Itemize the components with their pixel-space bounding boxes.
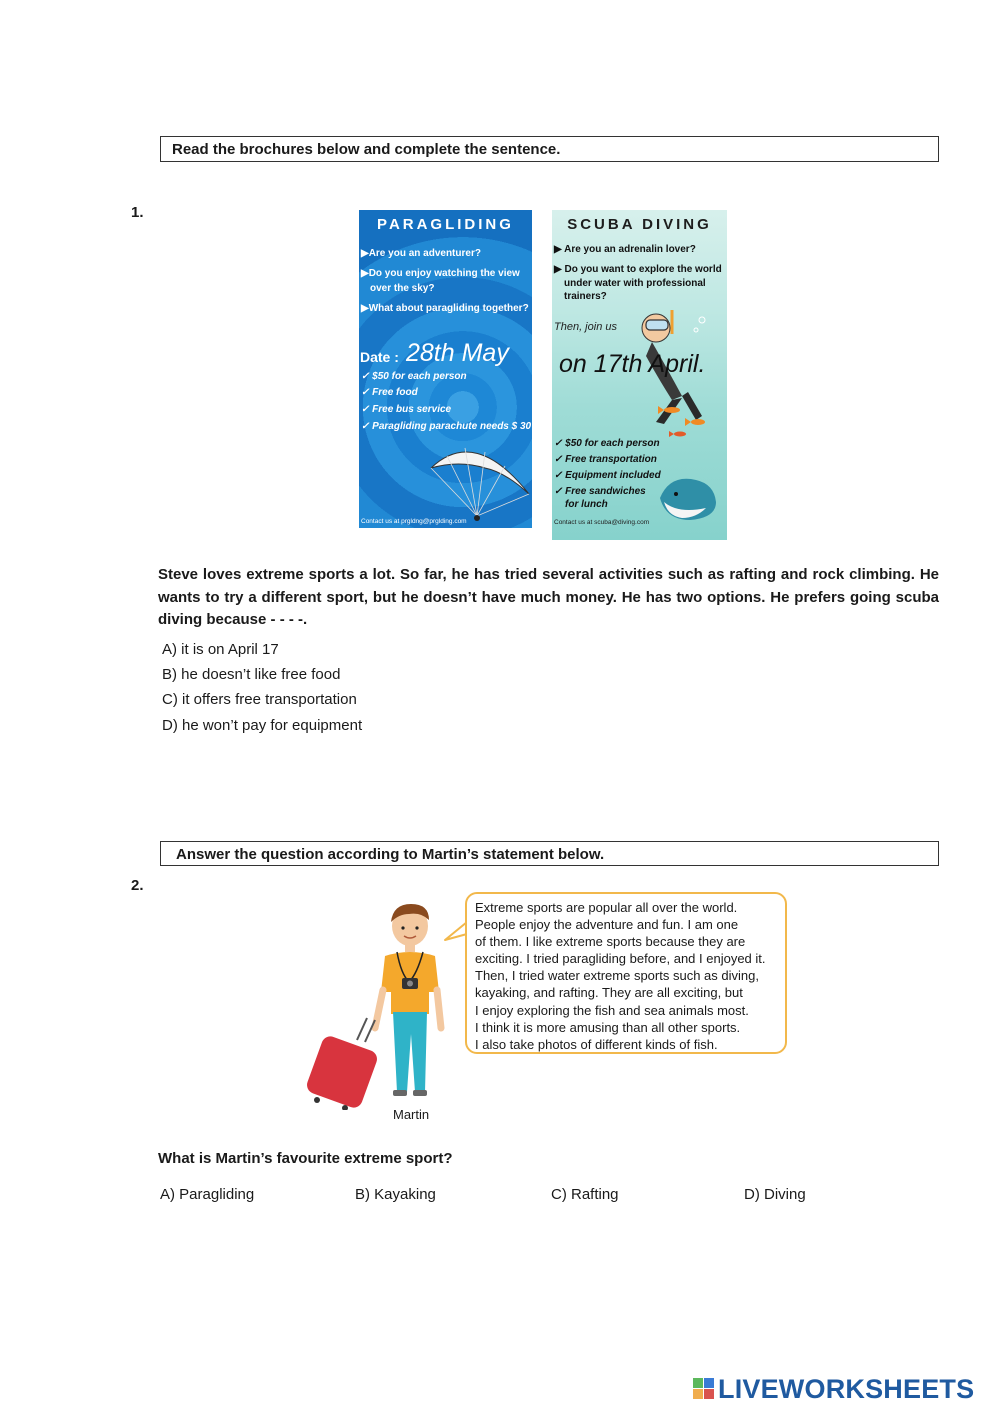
fish-icon bbox=[652, 400, 722, 470]
scuba-question: ▶ Are you an adrenalin lover? bbox=[554, 244, 696, 255]
statement-line: I also take photos of different kinds of fish. bbox=[475, 1036, 718, 1052]
scuba-question: under water with professional bbox=[564, 278, 706, 289]
scuba-feature: for lunch bbox=[565, 499, 608, 510]
statement-line: Extreme sports are popular all over the world. bbox=[475, 900, 738, 915]
scuba-join-text: Then, join us bbox=[554, 321, 617, 333]
paragliding-question: over the sky? bbox=[370, 283, 435, 294]
paragliding-date-label: Date : bbox=[360, 349, 399, 365]
statement-line: exciting. I tried paragliding before, and I enjoyed it. bbox=[475, 951, 766, 967]
answer-option[interactable]: C) Rafting bbox=[551, 1186, 619, 1203]
statement-line: I think it is more amusing than all other sports. bbox=[475, 1019, 741, 1035]
paragliding-contact: Contact us at prgldng@prglding.com bbox=[361, 518, 467, 525]
paragliding-feature: ✓ Free food bbox=[361, 387, 418, 398]
scuba-feature: ✓ Equipment included bbox=[554, 470, 661, 481]
martin-statement-bubble bbox=[465, 892, 787, 1054]
martin-figure-icon bbox=[305, 900, 455, 1110]
whale-icon bbox=[656, 468, 726, 526]
statement-line: I enjoy exploring the fish and sea animals most. bbox=[475, 1002, 749, 1018]
parachute-icon bbox=[425, 432, 532, 522]
paragliding-date: 28th May bbox=[406, 339, 509, 367]
scuba-question: ▶ Do you want to explore the world bbox=[554, 264, 722, 275]
paragliding-question: ▶Do you enjoy watching the view bbox=[361, 268, 520, 279]
liveworksheets-logo-icon bbox=[693, 1378, 715, 1400]
paragliding-feature: ✓ $50 for each person bbox=[361, 371, 467, 382]
instruction-box-1 bbox=[160, 136, 939, 162]
answer-option[interactable]: D) he won’t pay for equipment bbox=[162, 717, 363, 734]
scuba-contact: Contact us at scuba@diving.com bbox=[554, 519, 650, 526]
instruction-text-1: Read the brochures below and complete the sentence. bbox=[172, 141, 561, 158]
scuba-question: trainers? bbox=[564, 291, 607, 302]
question-1-text: Steve loves extreme sports a lot. So far, he has tried several activities such as rafting and rock climbing. He wants to try a different sport, but he doesn’t have much money. He has two options. He prefers going scuba diving because - - - -. bbox=[158, 566, 939, 628]
martin-name-label: Martin bbox=[393, 1107, 430, 1122]
scuba-feature: ✓ Free sandwiches bbox=[554, 486, 646, 497]
statement-line: of them. I like extreme sports because they are bbox=[475, 934, 746, 950]
paragliding-feature: ✓ Paragliding parachute needs $ 30 bbox=[361, 421, 532, 432]
scuba-brochure bbox=[552, 210, 727, 540]
paragliding-question: ▶What about paragliding together? bbox=[361, 303, 529, 314]
answer-option[interactable]: D) Diving bbox=[744, 1186, 806, 1203]
instruction-text-2: Answer the question according to Martin’s statement below. bbox=[176, 846, 605, 863]
answer-option[interactable]: A) it is on April 17 bbox=[162, 641, 279, 658]
scuba-feature: ✓ Free transportation bbox=[554, 454, 657, 465]
answer-option[interactable]: B) Kayaking bbox=[355, 1186, 436, 1203]
statement-line: People enjoy the adventure and fun. I am one bbox=[475, 917, 739, 933]
statement-line: kayaking, and rafting. They are all exciting, but bbox=[475, 985, 743, 1001]
footer-brand[interactable]: LIVEWORKSHEETS bbox=[718, 1374, 975, 1404]
answer-option[interactable]: A) Paragliding bbox=[160, 1186, 255, 1203]
scuba-title: SCUBA DIVING bbox=[567, 216, 712, 233]
statement-line: Then, I tried water extreme sports such as diving, bbox=[475, 968, 759, 984]
scuba-date: on 17th April. bbox=[559, 350, 706, 378]
question-2-text: What is Martin’s favourite extreme sport? bbox=[158, 1150, 453, 1167]
paragliding-title: PARAGLIDING bbox=[377, 216, 514, 233]
paragliding-feature: ✓ Free bus service bbox=[361, 404, 452, 415]
scuba-feature: ✓ $50 for each person bbox=[554, 438, 660, 449]
paragliding-question: ▶Are you an adventurer? bbox=[361, 248, 481, 259]
paragliding-brochure bbox=[359, 210, 532, 528]
instruction-box-2 bbox=[160, 841, 939, 866]
answer-option[interactable]: C) it offers free transportation bbox=[162, 691, 357, 708]
question-number-1: 1. bbox=[131, 204, 144, 221]
answer-option[interactable]: B) he doesn’t like free food bbox=[162, 666, 341, 683]
question-number-2: 2. bbox=[131, 877, 144, 894]
